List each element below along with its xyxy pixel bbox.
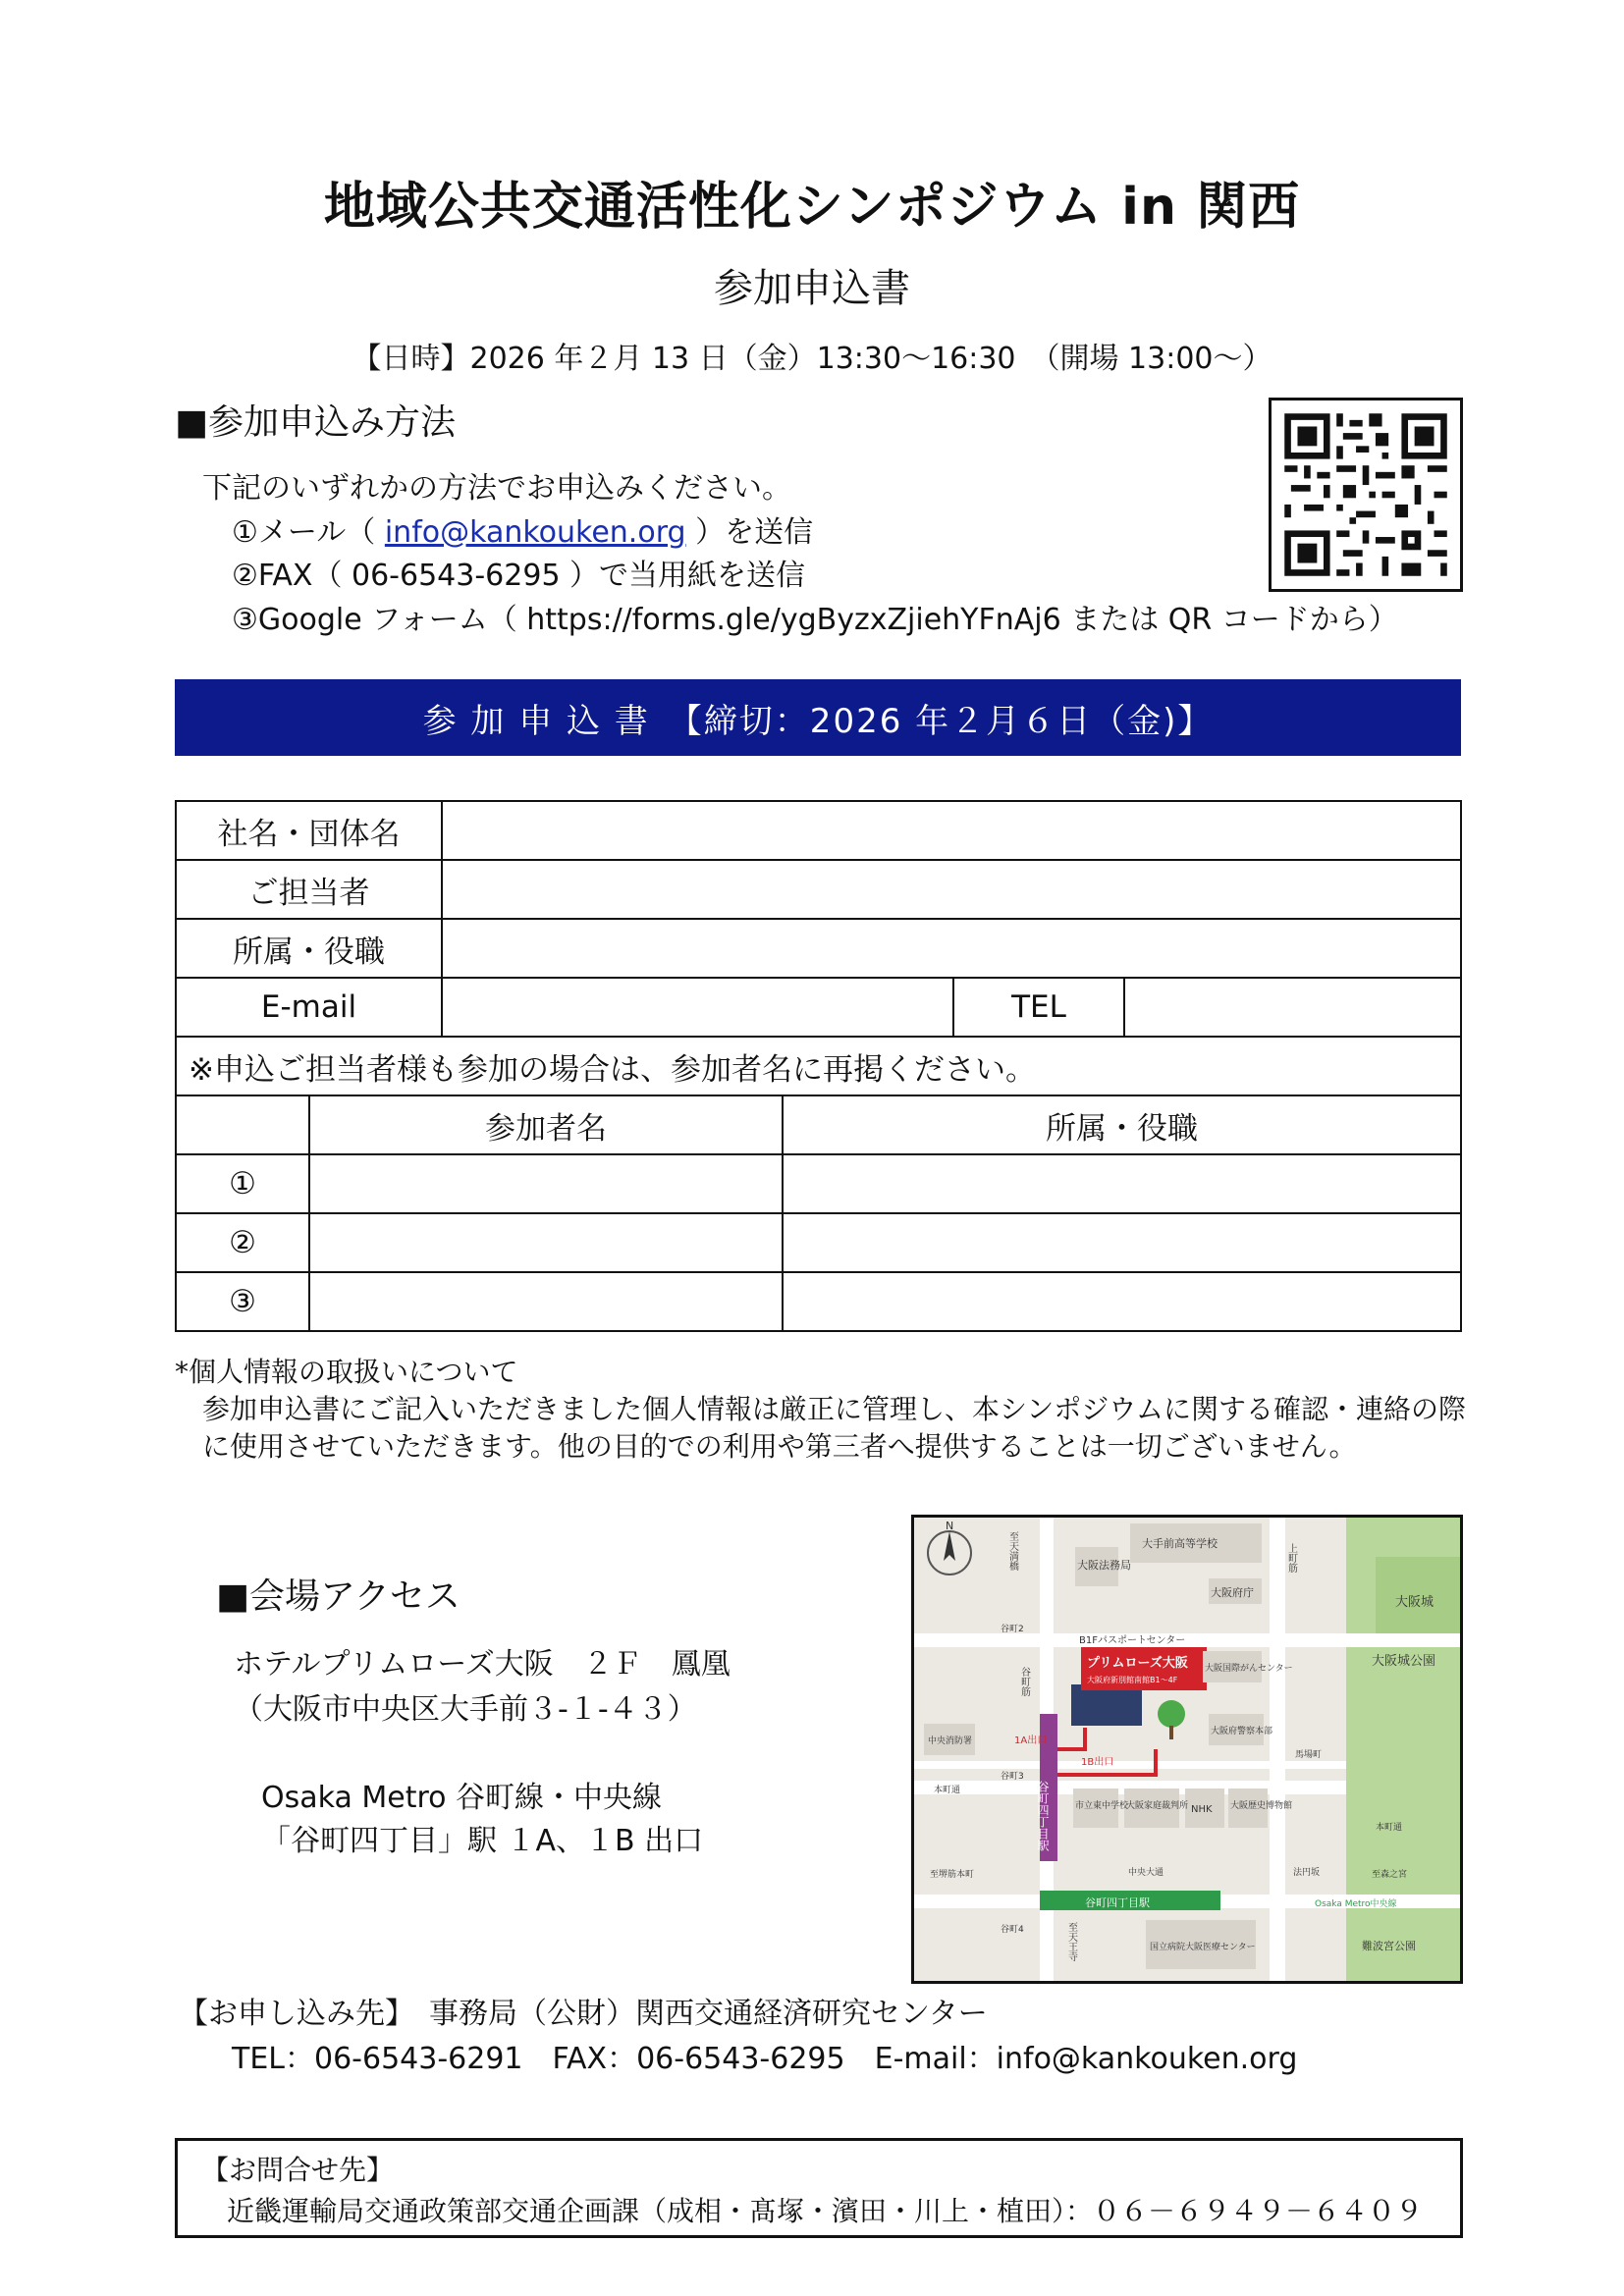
map-station-vertical: 谷町四丁目駅	[1036, 1781, 1050, 1851]
map-tani2: 谷町2	[1001, 1625, 1024, 1634]
participant-header-row	[176, 1095, 1461, 1154]
map-sakai: 至堺筋本町	[930, 1870, 975, 1880]
map-school: 大手前高等学校	[1142, 1537, 1218, 1550]
form-note: ※申込ご担当者様も参加の場合は、参加者名に再掲ください。	[176, 1037, 1461, 1095]
participant-row	[176, 1154, 1461, 1213]
map-honmachi2: 本町通	[1376, 1823, 1403, 1833]
map-chuo: 中央大通	[1128, 1868, 1164, 1878]
privacy-line2: に使用させていただきます。他の目的での利用や第三者へ提供することは一切ございません。	[202, 1430, 1357, 1463]
email-link[interactable]: info@kankouken.org	[384, 515, 686, 550]
email-field[interactable]	[442, 978, 953, 1037]
map-nhk: NHK	[1191, 1804, 1213, 1815]
map-tenma: 至天満橋	[1006, 1531, 1018, 1571]
note-row	[176, 1037, 1461, 1095]
participant-number: ①	[176, 1154, 309, 1213]
map-hoenzaka: 法円坂	[1293, 1868, 1321, 1878]
inquiry-box	[175, 2138, 1463, 2238]
map-exit1a: 1A出口	[1014, 1735, 1048, 1746]
apply-to-label: 【お申し込み先】 事務局（公財）関西交通経済研究センター	[179, 1997, 988, 2031]
map-fire: 中央消防署	[928, 1736, 973, 1746]
document-title: 地域公共交通活性化シンポジウム in 関西	[323, 178, 1301, 237]
tel-field[interactable]	[1124, 978, 1461, 1037]
participant-dept-field[interactable]	[783, 1154, 1461, 1213]
document-subtitle: 参加申込書	[714, 266, 910, 311]
application-form	[175, 800, 1462, 1332]
qr-code-image	[1272, 400, 1460, 589]
privacy-line1: 参加申込書にご記入いただきました個人情報は厳正に管理し、本シンポジウムに関する確認・連絡の際	[202, 1393, 1467, 1425]
map-school2: 市立東中学校	[1075, 1801, 1129, 1811]
dept-field[interactable]	[442, 919, 1461, 978]
access-heading: ■会場アクセス	[216, 1576, 460, 1617]
map-metro: Osaka Metro中央線	[1315, 1899, 1397, 1909]
participant-dept-field[interactable]	[783, 1213, 1461, 1272]
person-row	[176, 860, 1461, 919]
contact-row	[176, 978, 1461, 1037]
apply-to-contact: TEL：06-6543-6291 FAX：06-6543-6295 E-mail：info@kankouken.org	[232, 2042, 1298, 2076]
participant-name-field[interactable]	[309, 1272, 783, 1331]
map-morinomiya: 至森之宮	[1372, 1870, 1408, 1880]
map-legal: 大阪法務局	[1077, 1559, 1131, 1572]
qr-code[interactable]	[1269, 398, 1463, 592]
map-park: 大阪城公園	[1372, 1654, 1436, 1669]
map-museum: 大阪歴史博物館	[1230, 1801, 1293, 1811]
map-uemachi: 上町筋	[1285, 1543, 1297, 1573]
participant-number: ③	[176, 1272, 309, 1331]
map-station: 谷町四丁目駅	[1085, 1896, 1150, 1909]
map-tanimachi: 谷町筋	[1018, 1667, 1030, 1696]
map-drawing	[914, 1518, 1460, 1981]
participant-row	[176, 1272, 1461, 1331]
map-tani4: 谷町4	[1001, 1925, 1024, 1935]
map-court: 大阪家庭裁判所	[1126, 1801, 1189, 1811]
map-passport: B1Fパスポートセンター	[1079, 1635, 1186, 1646]
participant-name-header: 参加者名	[309, 1095, 783, 1154]
metro-line: Osaka Metro 谷町線・中央線	[261, 1781, 663, 1815]
company-label: 社名・団体名	[176, 801, 442, 860]
tel-label: TEL	[953, 978, 1124, 1037]
map-cancer: 大阪国際がんセンター	[1205, 1664, 1293, 1674]
map-honmachi: 本町通	[934, 1786, 961, 1795]
map-tennoji: 至天王寺	[1065, 1922, 1077, 1961]
company-field[interactable]	[442, 801, 1461, 860]
participant-dept-field[interactable]	[783, 1272, 1461, 1331]
header-blank	[176, 1095, 309, 1154]
participant-dept-header: 所属・役職	[783, 1095, 1461, 1154]
map-hotel-sub: 大阪府新別館南館B1～4F	[1087, 1676, 1178, 1684]
privacy-heading: *個人情報の取扱いについて	[175, 1356, 518, 1388]
email-label: E-mail	[176, 978, 442, 1037]
method-fax: ②FAX（ 06-6543-6295 ）で当用紙を送信	[232, 559, 806, 593]
inquiry-text: 近畿運輸局交通政策部交通企画課（成相・髙塚・濱田・川上・植田）：０６－６９４９－６４０９	[227, 2195, 1424, 2227]
dept-label: 所属・役職	[176, 919, 442, 978]
email-prefix: ①メール（	[232, 515, 376, 550]
map-castle: 大阪城	[1395, 1595, 1435, 1610]
station-exit: 「谷町四丁目」駅 １A、１B 出口	[261, 1824, 704, 1858]
map-north: N	[946, 1520, 954, 1532]
inquiry-label: 【お問合せ先】	[201, 2154, 395, 2186]
participant-row	[176, 1213, 1461, 1272]
participant-number: ②	[176, 1213, 309, 1272]
method-heading: ■参加申込み方法	[175, 402, 457, 443]
event-datetime: 【日時】2026 年２月 13 日（金）13:30～16:30 （開場 13:00～）	[352, 342, 1272, 376]
participant-name-field[interactable]	[309, 1213, 783, 1272]
dept-row	[176, 919, 1461, 978]
map-tani3: 谷町3	[1001, 1772, 1024, 1782]
map-pref: 大阪府庁	[1211, 1586, 1254, 1599]
person-field[interactable]	[442, 860, 1461, 919]
person-label: ご担当者	[176, 860, 442, 919]
method-intro: 下記のいずれかの方法でお申込みください。	[202, 471, 791, 506]
hotel-building	[1071, 1684, 1142, 1726]
map-police: 大阪府警察本部	[1211, 1727, 1273, 1736]
map-hospital: 国立病院大阪医療センター	[1150, 1943, 1256, 1952]
method-email-line	[232, 507, 813, 551]
venue-address: （大阪市中央区大手前３-１-４３）	[234, 1692, 697, 1727]
email-suffix: ）を送信	[695, 515, 814, 550]
map-umaba: 馬場町	[1295, 1750, 1323, 1760]
map-hotel: プリムローズ大阪	[1087, 1656, 1188, 1671]
company-row	[176, 801, 1461, 860]
map-exit1b: 1B出口	[1081, 1757, 1114, 1768]
method-google: ③Google フォーム（ https://forms.gle/ygByzxZjiehYFnAj6 または QR コードから）	[232, 603, 1398, 637]
venue-name: ホテルプリムローズ大阪 ２Ｆ 鳳凰	[234, 1647, 731, 1682]
participant-name-field[interactable]	[309, 1154, 783, 1213]
map-naniwa: 難波宮公園	[1362, 1940, 1416, 1952]
venue-map	[911, 1515, 1463, 1984]
form-banner: 参 加 申 込 書 【締切：2026 年２月６日（金)】	[175, 679, 1461, 756]
